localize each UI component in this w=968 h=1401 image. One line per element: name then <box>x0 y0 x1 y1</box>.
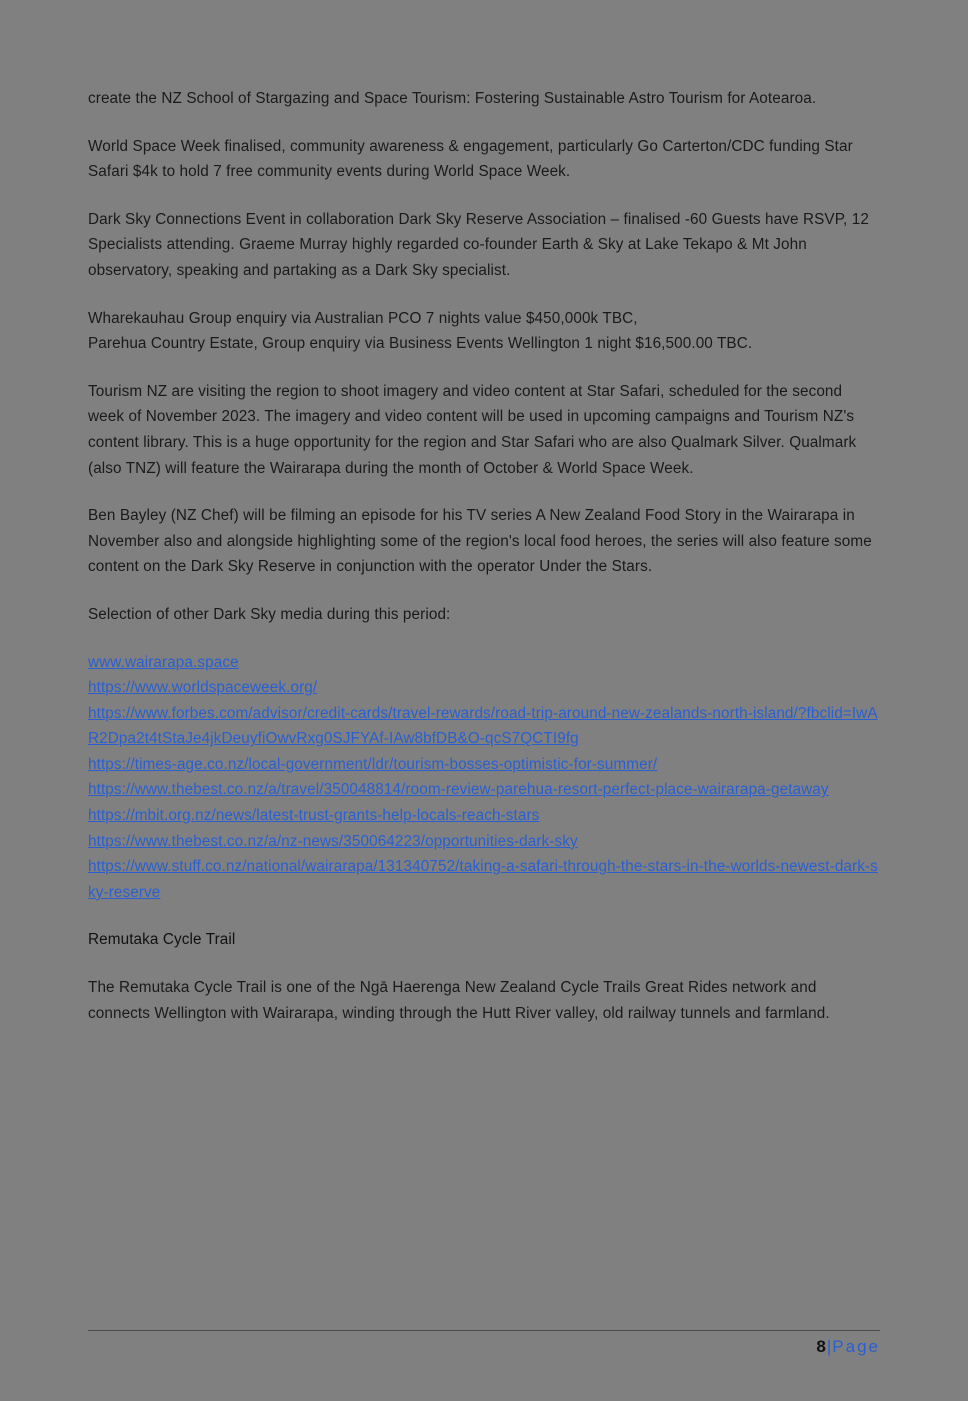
paragraph: Tourism NZ are visiting the region to shoot imagery and video content at Star Safari, scheduled for the second week of November 2023. The imagery and video content will be used in upcoming campaigns and Tourism NZ's content library. This is a huge opportunity for the region and Star Safari who are also Qualmark Silver. Qualmark (also TNZ) will feature the Wairarapa during the month of October & World Space Week. <box>88 382 857 477</box>
paragraph: Dark Sky Connections Event in collaboration Dark Sky Reserve Association – finalised -60 Guests have RSVP, 12 Specialists attending. Graeme Murray highly regarded co-founder Earth & Sky at Lake Tekapo & Mt John observatory, speaking and partaking as a Dark Sky specialist. <box>88 210 869 279</box>
footer-page-indicator <box>88 1337 880 1357</box>
paragraph: Wharekauhau Group enquiry via Australian PCO 7 nights value $450,000k TBC, <box>88 309 638 327</box>
paragraph: Parehua Country Estate, Group enquiry via Business Events Wellington 1 night $16,500.00 TBC. <box>88 335 753 353</box>
link-list <box>88 650 880 906</box>
document-body <box>88 86 880 1026</box>
link-timesage-tourism-bosses[interactable]: https://times-age.co.nz/local-government/ldr/tourism-bosses-optimistic-for-summer/ <box>88 755 658 773</box>
paragraph: World Space Week finalised, community awareness & engagement, particularly Go Carterton/CDC funding Star Safari $4k to hold 7 free community events during World Space Week. <box>88 137 853 181</box>
link-thebest-opportunities-dark-sky[interactable]: https://www.thebest.co.nz/a/nz-news/350064223/opportunities-dark-sky <box>88 832 578 850</box>
link-wairarapa-space[interactable]: www.wairarapa.space <box>88 653 239 671</box>
link-stuff-safari-through-stars[interactable]: https://www.stuff.co.nz/national/wairarapa/131340752/taking-a-safari-through-the-stars-in-the-worlds-newest-dark-sky-reserve <box>88 858 878 901</box>
paragraph: Selection of other Dark Sky media during this period: <box>88 605 451 623</box>
footer-page-label: Page <box>832 1337 880 1356</box>
footer-separator: | <box>826 1337 833 1356</box>
paragraph: Ben Bayley (NZ Chef) will be filming an episode for his TV series A New Zealand Food Story in the Wairarapa in November also and alongside highlighting some of the region's local food heroes, the series will also feature some content on the Dark Sky Reserve in conjunction with the operator Under the Stars. <box>88 507 872 576</box>
link-forbes-roadtrip[interactable]: https://www.forbes.com/advisor/credit-cards/travel-rewards/road-trip-around-new-zealands-north-island/?fbclid=IwAR2Dpa2t4tStaJe4jkDeuyfiOwvRxg0SJFYAf-IAw8bfDB&O-qcS7QCTI9fg <box>88 704 878 748</box>
link-worldspaceweek[interactable]: https://www.worldspaceweek.org/ <box>88 679 318 697</box>
link-mbit-trust-grants[interactable]: https://mbit.org.nz/news/latest-trust-grants-help-locals-reach-stars <box>88 807 540 825</box>
paragraph: create the NZ School of Stargazing and Space Tourism: Fostering Sustainable Astro Tourism for Aotearoa. <box>88 90 817 107</box>
paragraph: The Remutaka Cycle Trail is one of the Ngā Haerenga New Zealand Cycle Trails Great Rides network and connects Wellington with Wairarapa, winding through the Hutt River valley, old railway tunnels and farmland. <box>88 979 830 1022</box>
page-footer <box>88 1330 880 1357</box>
footer-page-number: 8 <box>816 1337 827 1356</box>
footer-divider <box>88 1330 880 1331</box>
link-thebest-parehua-review[interactable]: https://www.thebest.co.nz/a/travel/350048814/room-review-parehua-resort-perfect-place-wairarapa-getaway <box>88 781 829 799</box>
section-heading-remutaka-cycle-trail: Remutaka Cycle Trail <box>88 931 236 949</box>
